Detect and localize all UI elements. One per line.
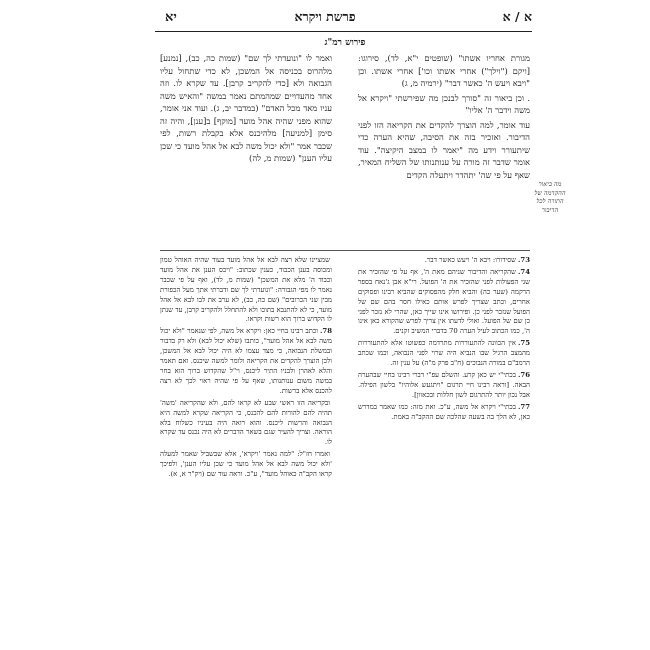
main-text-right-column: [358, 52, 530, 183]
footnotes-right-column: [358, 256, 530, 425]
margin-note: מה ביאור ההקדמה של התורה לכל הדיבור: [534, 180, 566, 214]
footnote: [160, 399, 332, 449]
footnotes: [160, 256, 530, 636]
footnote-text: שסידורו: ויבא ה' ויעש כאשר דבר.: [424, 256, 516, 264]
chapter-verse-ref: א / א: [502, 9, 532, 24]
page-number: יא: [165, 10, 177, 25]
main-text-left-column: [160, 52, 332, 167]
footnote-number: 75.: [518, 339, 530, 348]
main-paragraph: . וכן ביאור זה "סורך לבנכן מה שפירשתי "ויקרא אל משה וידבר ה' אליו": [358, 92, 530, 115]
footnotes-left-column: [160, 256, 332, 482]
footnote-number: 78.: [320, 327, 332, 336]
footnote-text: שהקריאה והדיבור שניהם מאת ה', אף על פי שהזכיר את שני הפעולות לפני שהזכיר את ה' הפועל. רי"א אבן ג'נאח בספר הרקמה (שער כה) והביא חלק מהפסוקים שהביא רבינו ופסוקים אחרים, וכתב שצריך לפרש אותם כאילו חסר בהם שם של הפועל שנזכר לפני כן. ופירושו אינו שייך כאן, שהרי לא נזכר לפני כן שם של הפועל. ואולי לדעתו אין צריך לפרש שהקורא כאן אינו ה', כמו הכתוב לעיל הערה 70 בדברי המשיב זקנים.: [358, 267, 530, 336]
footnote-divider: [160, 250, 530, 251]
footnote-number: 77.: [518, 402, 530, 411]
footnote: [358, 268, 530, 337]
footnote-text: ואמרו חז"ל: "למה נאמר 'ויקרא', אלא שבשביל שאמר למעלה 'ולא יכול משה לבא אל אהל מועד כי שכן עליו הענן', ולפיכך קראו הקב"ה כאוהל מועד", ע"כ. וראה עוד שם (ויק"ר א, א).: [160, 450, 332, 479]
footnote-text: בכתי"י יש כאן קרע. והשלם עפ"י דברי רבינו בחיי שבהערה הבאה. [וראה רבינו חיי תרגום "ויתגעש אלוהיו" בלשון הפילה. אבל נכון יותר להתרגום לשון חללות ובכאוון].: [358, 370, 530, 399]
main-text: [160, 52, 530, 244]
main-paragraph: מגורת אחריו אשתו" (שופטים י"א, לד), סירוגו: [ויקם ("וילך") אחרי אשתו וכו'] אחרי אשתו. וכן "ויבא ויעש ה' כאשר דבר" (ירמיה מ, ג): [358, 53, 530, 88]
footnote: [358, 339, 530, 369]
footnote: [358, 403, 530, 423]
footnote-text: ובקריאה הזו ראשי שבע לא קראו להם, ולא שהקריאה 'משה' תהיה להם להורות להם להכנס, כי הקריאה שקרא למשה היא הנבואה והרשות ליכנס. והוא רואה היה בעיניו כשלוח בלא הוראה. וצריך להעיר שגם בשאר הדברים לא היה נכנס עד שקרא לו.: [160, 398, 332, 447]
footnote-number: 74.: [518, 267, 530, 276]
running-title: פרשת ויקרא: [294, 9, 356, 24]
footnote-text: אין הכוונה להתעוררות מתרדמה כפשוטו אלא להתעוררות מהמצב הרגיל שבו הנביא היה שרוי לפני הנבואה, וכמו שכתב הרמב"ם במורה הנבוכים (ח"ב פרק מ"ה) על ענין זה.: [358, 339, 530, 368]
main-paragraph: ואמר לו "ונועדתי לך שם" (שמות כה, כב), [נמנע] מלהרוס בכניסה אל המשכן, לא כדי שתחול עליו הגבואה ולא [כדי להקריב קרבן]. עד שקרא לו. וזה אחד מהעדויים שמהמתם נאמר במשה "והאיש משה עניו מאד מכל האדם" (במדבר יב, ג). ועוד אני אומר, שהוא מפני שהיה אהל מועד [מוקף] ב[ענן], והיה זה סימן [למניעה] מלהיכנס אלא בקבלת רשות, לפי שכבר אמר "ולא יכול משה לבא אל אהל מועד כי שכן עליו הענן" (שמות מ, לה): [160, 53, 332, 163]
footnote-number: 73.: [518, 256, 530, 264]
footnote: [358, 371, 530, 401]
commentary-title: פירוש רמ"ג: [324, 38, 366, 48]
main-paragraph: עוד אומר, למה הוצרך להקדים את הקריאה הזו לפני הדיבור. ואזכיר בזה את הסיבה, שהיא הערה כדי שיתעורר וידע מה "יאמר לו במצב היקיצה". עוד אומר שדבר זה מורה על ענותנותו של השליח המאיר, שאף על פי שה' יתהדר ויתעלה הקדים: [358, 119, 530, 180]
header-divider: [155, 31, 532, 32]
footnote: [160, 256, 332, 325]
footnote: [160, 327, 332, 396]
footnote: [358, 256, 530, 266]
footnote: [160, 450, 332, 480]
footnote-text: וכתב רבינו בחיי כאן: ויקרא אל משה, לפי שנאמר "ולא יכול משה לבא אל אהל מועד", כותבו (שלא יכול לבא) ולא רק בדבור ובמשלת הנבואה, כי מצד עצמו לא היה יכול לבא אל המשכן, ולכן הוצרך להקדים את הקריאה ולומר למשה שיכנס. ואם תאמר והלא לאהרן ולבניו התיר ליכנס, וי"ל שהקדוש ברוך הוא בחר במשה משום ענותנותו, שאף על פי שהיה ראוי לכך לא רצה להכנס אלא ברשות.: [160, 327, 332, 395]
footnote-number: 76.: [518, 370, 530, 379]
footnote-text: בכתי"י ויקרא אל משה, ע"כ. ואת מזה: כמו שאמר במדרש כאן, לא הלך בה בשעה שהלכה שם ההקב"ה באמת.: [358, 402, 530, 421]
footnote-text: שמציינו שלא רצה לבא אל אהל מועד בעוד שהיה האוהל טמון ומכוסה בענן הכבוד, כענין שכתוב: "ויכס הענן את אהל מועד וכבוד ה' מלא את המשכן" (שמות מ, לד), ואף על פי שכבר נאמר לו מפי הגבורה: "ונועדתי לך שם ודברתי אתך מעל הכפורת מבין שני הכרובים" (שם כה, כב), לא ערב את לבו לבא אל אהל מועד, כי לא להתנבא בתוכו ולא להתחלל ולהקריב קרבן, עד שנתן לו הקדוש ברוך הוא רשות וקראו.: [159, 256, 332, 324]
